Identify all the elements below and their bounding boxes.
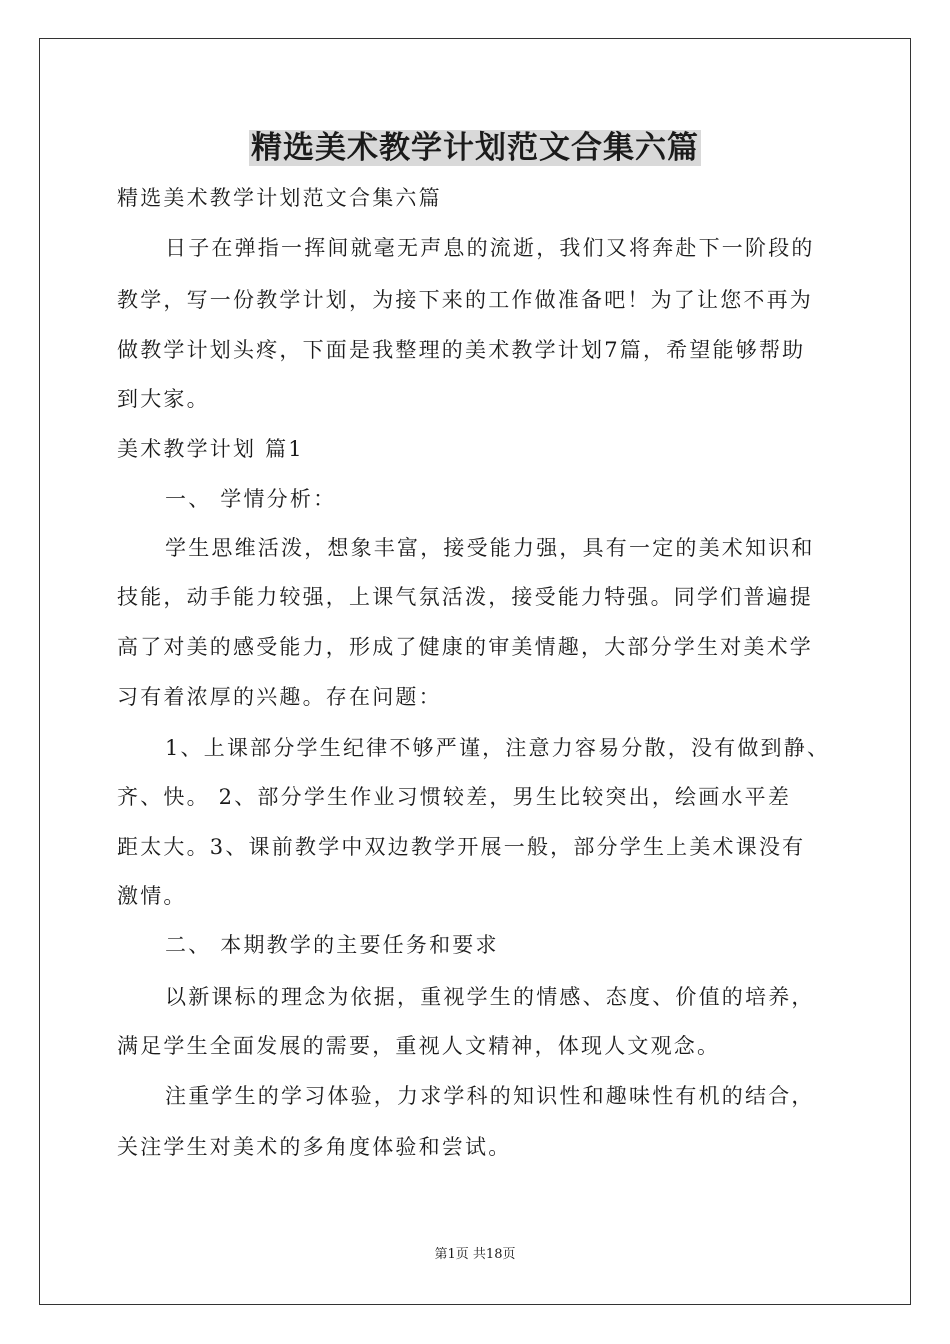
paragraph-line: 日子在弹指一挥间就毫无声息的流逝，我们又将奔赴下一阶段的 [165,236,815,260]
paragraph-line: 教学，写一份教学计划，为接下来的工作做准备吧！为了让您不再为 [117,288,813,312]
section-heading: 美术教学计划 篇1 [117,437,304,461]
page-footer: 第1页 共18页 [434,1247,516,1262]
subsection-heading: 一、 学情分析： [165,487,337,511]
paragraph-line: 注重学生的学习体验，力求学科的知识性和趣味性有机的结合， [165,1084,815,1108]
document-title-text: 精选美术教学计划范文合集六篇 [251,130,699,166]
paragraph-line: 距太大。3、课前教学中双边教学开展一般，部分学生上美术课没有 [117,835,806,859]
paragraph-line: 满足学生全面发展的需要，重视人文精神，体现人文观念。 [117,1034,721,1058]
paragraph-line: 1、上课部分学生纪律不够严谨，注意力容易分散，没有做到静、 [165,736,831,760]
page-border [39,38,911,1305]
paragraph-line: 做教学计划头疼，下面是我整理的美术教学计划7篇，希望能够帮助 [117,338,806,362]
paragraph-line: 齐、快。 2、部分学生作业习惯较差，男生比较突出，绘画水平差 [117,785,792,809]
subsection-heading: 二、 本期教学的主要任务和要求 [165,933,499,957]
paragraph-line: 到大家。 [117,387,210,411]
subtitle-line: 精选美术教学计划范文合集六篇 [117,186,442,210]
paragraph-line: 学生思维活泼，想象丰富，接受能力强，具有一定的美术知识和 [165,536,815,560]
paragraph-line: 习有着浓厚的兴趣。存在问题： [117,685,442,709]
paragraph-line: 关注学生对美术的多角度体验和尝试。 [117,1135,512,1159]
paragraph-line: 以新课标的理念为依据，重视学生的情感、态度、价值的培养， [165,985,815,1009]
paragraph-line: 激情。 [117,884,187,908]
paragraph-line: 高了对美的感受能力，形成了健康的审美情趣，大部分学生对美术学 [117,635,813,659]
paragraph-line: 技能，动手能力较强，上课气氛活泼，接受能力特强。同学们普遍提 [117,585,813,609]
document-title [0,126,950,170]
